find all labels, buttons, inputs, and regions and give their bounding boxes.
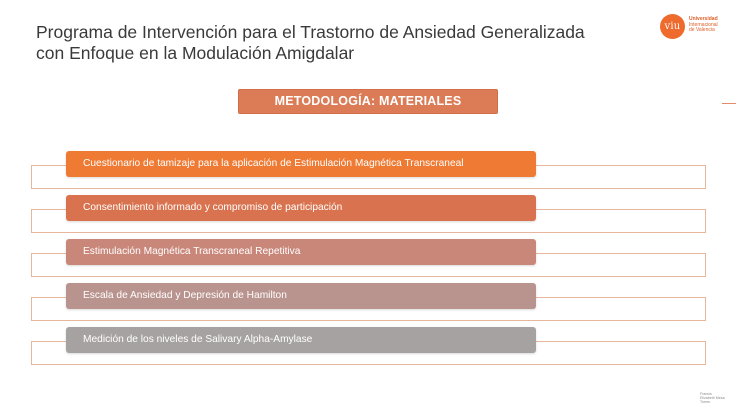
material-row-3 — [0, 239, 736, 279]
material-row-4 — [0, 283, 736, 323]
material-item-1: Cuestionario de tamizaje para la aplicación de Estimulación Magnética Transcraneal — [66, 151, 536, 177]
logo-text — [689, 17, 735, 34]
slide-title — [36, 22, 636, 64]
material-row-1 — [0, 151, 736, 191]
logo-text-line-2: Internacional — [689, 21, 718, 28]
slide-title-line-2: con Enfoque en la Modulación Amigdalar — [36, 43, 355, 63]
material-row-5 — [0, 327, 736, 367]
edge-marker — [722, 103, 736, 104]
slide-title-line-1: Programa de Intervención para el Trastorno de Ansiedad Generalizada — [36, 22, 585, 42]
material-row-2 — [0, 195, 736, 235]
viu-logo-icon: viu — [660, 14, 685, 39]
university-logo — [660, 14, 736, 40]
section-heading: METODOLOGÍA: MATERIALES — [238, 89, 498, 114]
footer-line-2: Elizabeth Mesa — [700, 396, 725, 401]
footer-author — [700, 392, 732, 405]
footer-line-1: Francis — [700, 392, 712, 396]
material-item-5: Medición de los niveles de Salivary Alpha-Amylase — [66, 327, 536, 353]
logo-text-line-1: Universidad — [689, 16, 718, 22]
material-item-3: Estimulación Magnética Transcraneal Repetitiva — [66, 239, 536, 265]
material-item-4: Escala de Ansiedad y Depresión de Hamilton — [66, 283, 536, 309]
logo-text-line-3: de Valencia — [689, 27, 715, 34]
footer-line-3: Torres — [700, 400, 710, 405]
material-item-2: Consentimiento informado y compromiso de participación — [66, 195, 536, 221]
